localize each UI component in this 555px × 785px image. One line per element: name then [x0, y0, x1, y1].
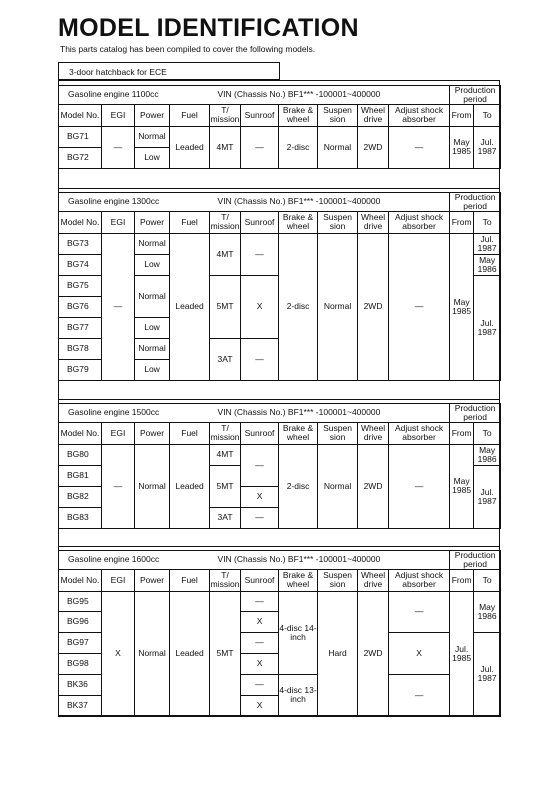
engine-label: Gasoline engine 1500cc [59, 404, 170, 423]
sunroof-cell: X [241, 486, 279, 507]
col-to: To [474, 422, 501, 444]
to-cell: May 1986 [474, 444, 501, 465]
from-cell: Jul. 1985 [450, 591, 474, 716]
col-transmission: T/ mission [210, 423, 240, 443]
col-model: Model No. [59, 104, 102, 126]
fuel-cell: Leaded [170, 444, 210, 528]
col-to: To [474, 211, 501, 233]
model-cell: BG77 [59, 317, 102, 338]
from-cell: May 1985 [450, 126, 474, 168]
model-cell: BG78 [59, 338, 102, 359]
model-cell: BG97 [59, 632, 102, 653]
to-cell: May 1986 [474, 591, 501, 632]
shock-cell: — [389, 444, 450, 528]
col-power: Power [135, 104, 170, 126]
col-shock: Adjust shock absorber [389, 211, 450, 233]
col-suspension: Suspen sion [318, 211, 358, 233]
model-cell: BG98 [59, 653, 102, 674]
egi-cell: — [102, 233, 135, 380]
production-header: Production period [450, 86, 501, 105]
col-drive: Wheel drive [358, 422, 389, 444]
from-cell: May 1985 [450, 444, 474, 528]
from-cell: May 1985 [450, 233, 474, 380]
vin-label: VIN (Chassis No.) BF1*** -100001~400000 [170, 551, 450, 570]
page-title: MODEL IDENTIFICATION [58, 14, 359, 42]
col-suspension: Suspen sion [318, 422, 358, 444]
col-from: From [450, 422, 474, 444]
section-divider [58, 546, 500, 547]
intro-text: This parts catalog has been compiled to cover the following models. [60, 44, 316, 54]
sunroof-cell: — [241, 507, 279, 528]
power-cell: Normal [135, 233, 170, 254]
col-drive: Wheel drive [358, 569, 389, 591]
sunroof-cell: — [241, 233, 279, 275]
model-cell: BK36 [59, 674, 102, 695]
engine-label: Gasoline engine 1100cc [59, 86, 170, 105]
col-power: Power [135, 422, 170, 444]
model-cell: BG82 [59, 486, 102, 507]
vin-label: VIN (Chassis No.) BF1*** -100001~400000 [170, 404, 450, 423]
col-fuel: Fuel [170, 422, 210, 444]
col-model: Model No. [59, 569, 102, 591]
col-suspension: Suspen sion [318, 104, 358, 126]
suspension-cell: Normal [318, 233, 358, 380]
col-to: To [474, 569, 501, 591]
brake-cell: 2-disc [279, 233, 318, 380]
engine-label: Gasoline engine 1600cc [59, 551, 170, 570]
shock-cell: — [389, 591, 450, 632]
col-sunroof: Sunroof [241, 104, 279, 126]
col-to: To [474, 104, 501, 126]
col-transmission: T/ mission [210, 212, 240, 232]
col-from: From [450, 569, 474, 591]
production-header: Production period [450, 551, 501, 570]
model-cell: BG96 [59, 611, 102, 632]
col-drive: Wheel drive [358, 104, 389, 126]
fuel-cell: Leaded [170, 591, 210, 716]
body-type-label: 3-door hatchback for ECE [58, 62, 280, 80]
vin-label: VIN (Chassis No.) BF1*** -100001~400000 [170, 86, 450, 105]
col-suspension: Suspen sion [318, 569, 358, 591]
engine-label: Gasoline engine 1300cc [59, 193, 170, 212]
to-cell: Jul. 1987 [474, 275, 501, 380]
model-cell: BK37 [59, 695, 102, 716]
sunroof-cell: — [241, 632, 279, 653]
col-from: From [450, 104, 474, 126]
section-divider [58, 188, 500, 189]
col-egi: EGI [102, 104, 135, 126]
col-shock: Adjust shock absorber [389, 569, 450, 591]
col-from: From [450, 211, 474, 233]
sunroof-cell: X [241, 275, 279, 338]
drive-cell: 2WD [358, 591, 389, 716]
col-egi: EGI [102, 422, 135, 444]
sunroof-cell: — [241, 674, 279, 695]
col-fuel: Fuel [170, 104, 210, 126]
col-shock: Adjust shock absorber [389, 104, 450, 126]
section-divider [58, 399, 500, 400]
model-cell: BG73 [59, 233, 102, 254]
to-cell: Jul. 1987 [474, 632, 501, 716]
model-cell: BG76 [59, 296, 102, 317]
power-cell: Normal [135, 126, 170, 147]
brake-cell: 4-disc 13-inch [279, 674, 318, 716]
sunroof-cell: — [241, 338, 279, 380]
power-cell: Normal [135, 275, 170, 317]
power-cell: Normal [135, 338, 170, 359]
brake-cell: 2-disc [279, 126, 318, 168]
sunroof-cell: — [241, 591, 279, 611]
shock-cell: X [389, 632, 450, 674]
brake-cell: 2-disc [279, 444, 318, 528]
transmission-cell: 5MT [210, 275, 241, 338]
sunroof-cell: — [241, 444, 279, 486]
production-header: Production period [450, 404, 501, 423]
col-egi: EGI [102, 211, 135, 233]
egi-cell: — [102, 126, 135, 168]
power-cell: Normal [135, 591, 170, 716]
to-cell: Jul. 1987 [474, 465, 501, 528]
transmission-cell: 5MT [210, 591, 241, 716]
model-cell: BG71 [59, 126, 102, 147]
col-sunroof: Sunroof [241, 422, 279, 444]
shock-cell: — [389, 674, 450, 716]
sunroof-cell: X [241, 611, 279, 632]
sunroof-cell: X [241, 695, 279, 716]
model-cell: BG83 [59, 507, 102, 528]
section-1100cc [58, 85, 501, 169]
drive-cell: 2WD [358, 233, 389, 380]
fuel-cell: Leaded [170, 126, 210, 168]
col-brake: Brake & wheel [279, 569, 318, 591]
model-cell: BG79 [59, 359, 102, 380]
transmission-cell: 3AT [210, 338, 241, 380]
col-transmission: T/ mission [210, 570, 240, 590]
to-cell: Jul. 1987 [474, 126, 501, 168]
power-cell: Low [135, 254, 170, 275]
col-brake: Brake & wheel [279, 104, 318, 126]
drive-cell: 2WD [358, 444, 389, 528]
power-cell: Low [135, 359, 170, 380]
section-1300cc [58, 192, 501, 381]
col-model: Model No. [59, 422, 102, 444]
production-header: Production period [450, 193, 501, 212]
model-cell: BG95 [59, 591, 102, 611]
col-fuel: Fuel [170, 211, 210, 233]
model-cell: BG81 [59, 465, 102, 486]
section-1600cc [58, 550, 501, 717]
transmission-cell: 4MT [210, 444, 241, 465]
power-cell: Normal [135, 444, 170, 528]
drive-cell: 2WD [358, 126, 389, 168]
col-shock: Adjust shock absorber [389, 422, 450, 444]
suspension-cell: Hard [318, 591, 358, 716]
transmission-cell: 4MT [210, 126, 241, 168]
fuel-cell: Leaded [170, 233, 210, 380]
suspension-cell: Normal [318, 444, 358, 528]
to-cell: May 1986 [474, 254, 501, 275]
shock-cell: — [389, 126, 450, 168]
transmission-cell: 3AT [210, 507, 241, 528]
col-fuel: Fuel [170, 569, 210, 591]
egi-cell: — [102, 444, 135, 528]
section-1500cc [58, 403, 501, 529]
model-cell: BG74 [59, 254, 102, 275]
power-cell: Low [135, 147, 170, 168]
col-brake: Brake & wheel [279, 422, 318, 444]
transmission-cell: 4MT [210, 233, 241, 275]
col-brake: Brake & wheel [279, 211, 318, 233]
model-cell: BG72 [59, 147, 102, 168]
col-sunroof: Sunroof [241, 211, 279, 233]
transmission-cell: 5MT [210, 465, 241, 507]
col-sunroof: Sunroof [241, 569, 279, 591]
col-egi: EGI [102, 569, 135, 591]
col-model: Model No. [59, 211, 102, 233]
col-power: Power [135, 569, 170, 591]
model-cell: BG80 [59, 444, 102, 465]
vin-label: VIN (Chassis No.) BF1*** -100001~400000 [170, 193, 450, 212]
col-transmission: T/ mission [210, 105, 240, 125]
model-cell: BG75 [59, 275, 102, 296]
sunroof-cell: — [241, 126, 279, 168]
shock-cell: — [389, 233, 450, 380]
power-cell: Low [135, 317, 170, 338]
col-power: Power [135, 211, 170, 233]
suspension-cell: Normal [318, 126, 358, 168]
sunroof-cell: X [241, 653, 279, 674]
to-cell: Jul. 1987 [474, 233, 501, 254]
egi-cell: X [102, 591, 135, 716]
brake-cell: 4-disc 14-inch [279, 591, 318, 674]
col-drive: Wheel drive [358, 211, 389, 233]
